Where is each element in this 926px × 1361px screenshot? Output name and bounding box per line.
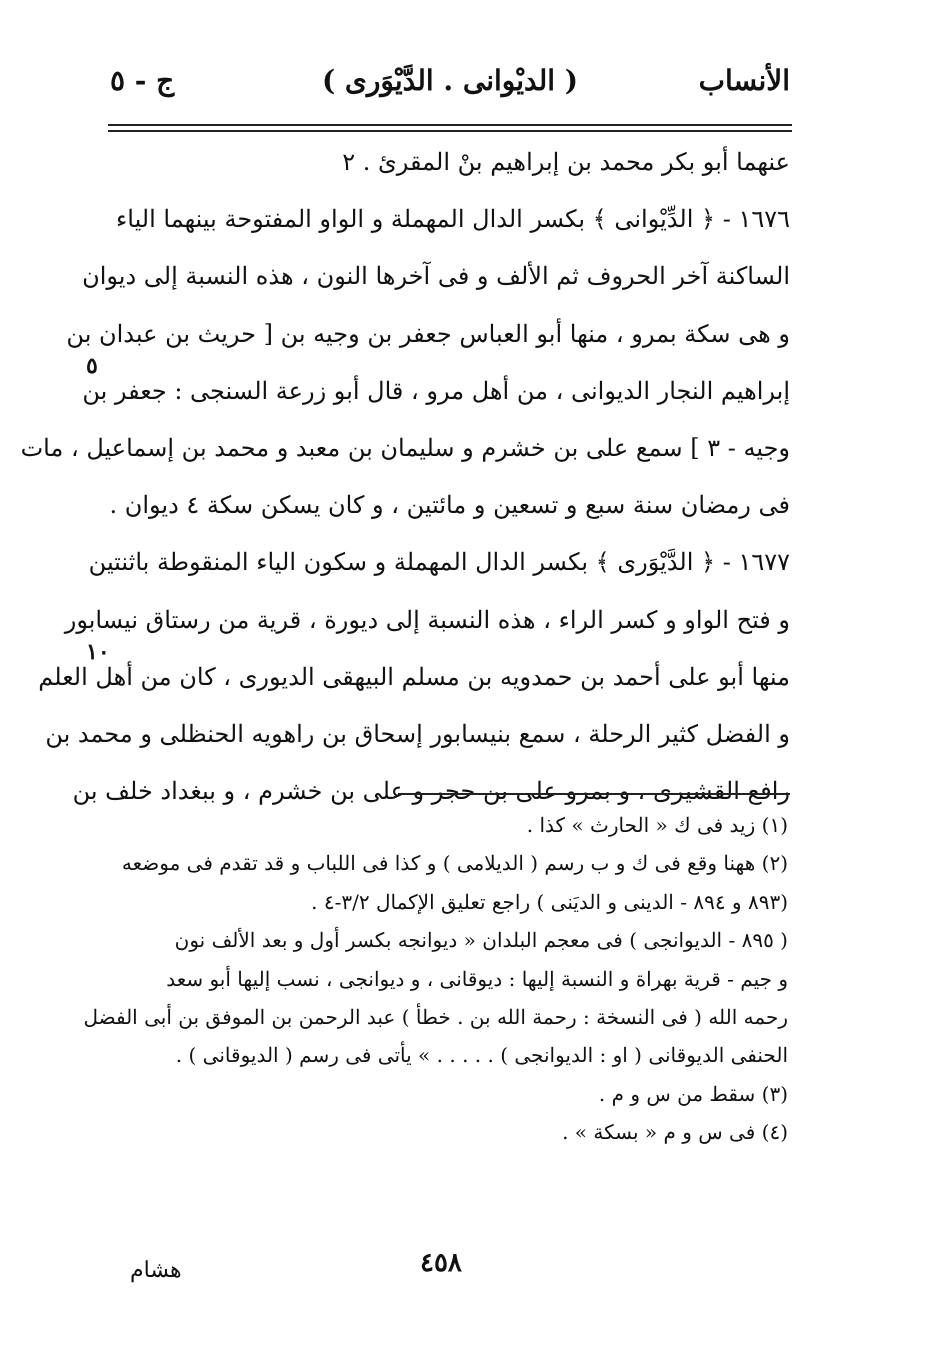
- text-line: فى رمضان سنة سبع و تسعين و مائتين ، و كان يسكن سكة ٤ ديوان .: [109, 491, 790, 520]
- text-line: رافع القشيرى ، و بمرو على بن حجر و على بن خشرم ، و ببغداد خلف بن: [72, 777, 790, 806]
- line-number-5: ٥: [86, 353, 98, 379]
- text-line: وجيه - ٣ ] سمع على بن خشرم و سليمان بن معبد و محمد بن إسماعيل ، مات: [20, 433, 790, 462]
- text-line: ١٦٧٦ - ﴿ الدِّيْوانى ﴾ بكسر الدال المهملة و الواو المفتوحة بينهما الياء: [115, 205, 790, 234]
- header-rule-top: [108, 124, 792, 126]
- footnote-line: (١) زيد فى ك « الحارث » كذا .: [526, 813, 788, 837]
- footnote-separator: [398, 793, 790, 795]
- section-heading: ( الديْوانى . الدَّيْوَرى ): [321, 64, 579, 97]
- text-line: عنهما أبو بكر محمد بن إبراهيم بنْ المقرئ . ٢: [342, 148, 790, 176]
- line-number-10: ١٠: [86, 639, 110, 665]
- footnote-line: (٤) فى س و م « بسكة » .: [562, 1120, 788, 1145]
- text-line: و الفضل كثير الرحلة ، سمع بنيسابور إسحاق بن راهويه الحنظلى و محمد بن: [45, 719, 790, 748]
- text-line: منها أبو على أحمد بن حمدويه بن مسلم البيهقى الديورى ، كان من أهل العلم: [38, 662, 790, 691]
- page-number: ٤٥٨: [420, 1248, 462, 1278]
- text-line: إبراهيم النجار الديوانى ، من أهل مرو ، قال أبو زرعة السنجى : جعفر بن: [82, 376, 790, 405]
- footnote-line: و جيم - قرية بهراة و النسبة إليها : ديوقانى ، و ديوانجى ، نسب إليها أبو سعد: [166, 966, 788, 991]
- footnote-line: (٨٩٣ و ٨٩٤ - الدينى و الديَنى ) راجع تعليق الإكمال ٣/٢-٤ .: [311, 889, 788, 914]
- text-line: الساكنة آخر الحروف ثم الألف و فى آخرها النون ، هذه النسبة إلى ديوان: [82, 262, 790, 291]
- running-header: [110, 64, 790, 108]
- footnote-line: (٣) سقط من س و م .: [598, 1081, 788, 1106]
- volume-label: ج - ٥: [110, 64, 175, 97]
- footnote-line: ( ٨٩٥ - الديوانجى ) فى معجم البلدان « ديوانجه بكسر أول و بعد الألف نون: [174, 928, 788, 953]
- footnote-line: رحمه الله ( فى النسخة : رحمة الله بن . خطأ ) عبد الرحمن بن الموفق بن أبى الفضل: [83, 1004, 788, 1029]
- text-line: ١٦٧٧ - ﴿ الدَّيْوَرى ﴾ بكسر الدال المهملة و سكون الياء المنقوطة باثنتين: [88, 548, 790, 577]
- footnote-line: (٢) ههنا وقع فى ك و ب رسم ( الديلامى ) و كذا فى اللباب و قد تقدم فى موضعه: [121, 851, 788, 876]
- text-line: و هى سكة بمرو ، منها أبو العباس جعفر بن وجيه بن [ حريث بن عبدان بن: [66, 319, 790, 348]
- header-rule-bottom: [108, 130, 792, 132]
- text-line: و فتح الواو و كسر الراء ، هذه النسبة إلى ديورة ، قرية من رستاق نيسابور: [64, 605, 790, 634]
- footnotes: [83, 806, 788, 1152]
- footer-signature: هشام: [130, 1258, 182, 1283]
- book-title: الأنساب: [698, 64, 790, 97]
- footnote-line: الحنفى الديوقانى ( او : الديوانجى ) . . . . . » يأتى فى رسم ( الديوقانى ) .: [175, 1043, 788, 1068]
